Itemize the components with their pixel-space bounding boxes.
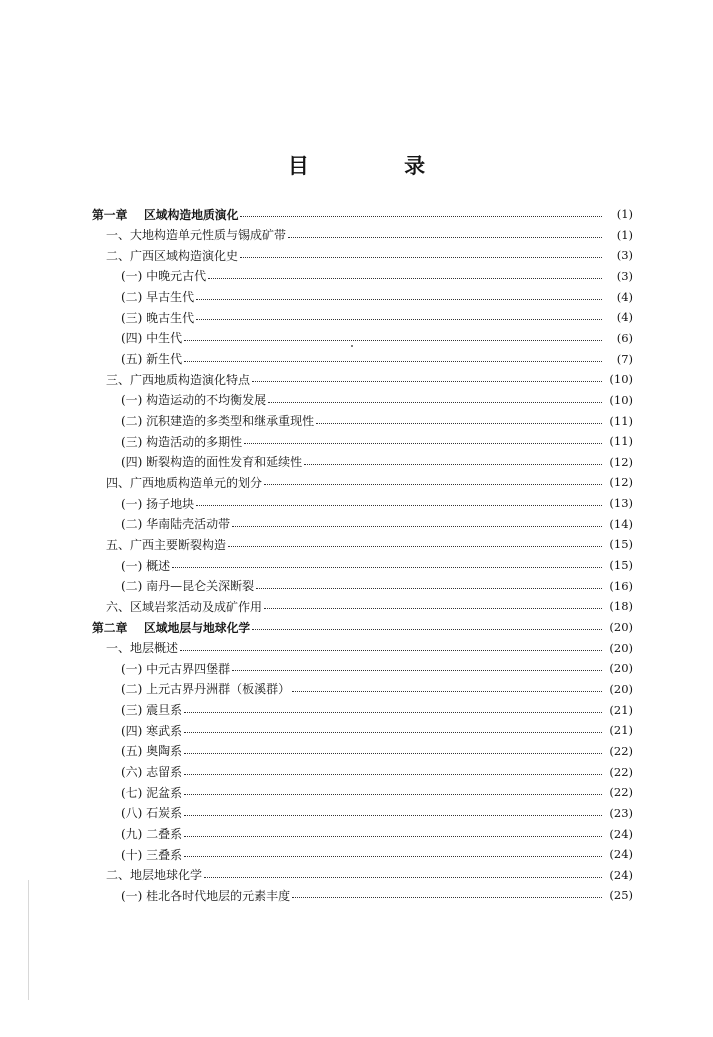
toc-entry-text: 一、大地构造单元性质与锡成矿带 — [106, 228, 287, 243]
toc-entry-text: (三) 震旦系 — [121, 703, 183, 718]
toc-page-number: (15) — [609, 537, 633, 552]
toc-entry-text: (三) 构造活动的多期性 — [121, 434, 243, 449]
toc-page-number: (16) — [609, 578, 633, 593]
toc-page-number: (20) — [609, 661, 633, 676]
toc-entry[interactable] — [106, 225, 633, 245]
toc-page-number: (24) — [609, 826, 633, 841]
toc-entry[interactable] — [121, 762, 633, 782]
toc-entry[interactable] — [121, 679, 633, 699]
dot-leader — [184, 824, 602, 844]
dot-leader — [240, 245, 602, 265]
toc-entry-text: (一) 桂北各时代地层的元素丰度 — [121, 888, 291, 903]
toc-entry[interactable] — [121, 700, 633, 720]
toc-entry-text: 区域地层与地球化学 — [144, 620, 251, 635]
toc-entry-label — [106, 866, 202, 883]
toc-page-number: (11) — [609, 434, 633, 449]
toc-entry[interactable] — [121, 287, 633, 307]
toc-entry[interactable] — [121, 431, 633, 451]
toc-entry-text: (二) 早古生代 — [121, 290, 195, 305]
toc-page-number: (18) — [609, 599, 633, 614]
toc-page-number: (11) — [609, 413, 633, 428]
toc-entry-text: (一) 概述 — [121, 558, 171, 573]
dot-leader — [228, 534, 602, 554]
toc-entry-text: (十) 三叠系 — [121, 847, 183, 862]
toc-page-number: (21) — [609, 702, 633, 717]
dot-leader — [244, 431, 602, 451]
dot-leader — [232, 658, 602, 678]
dot-leader — [184, 782, 602, 802]
toc-entry[interactable] — [106, 596, 633, 616]
toc-entry-label — [121, 660, 230, 677]
toc-page-number: (4) — [616, 310, 633, 325]
toc-entry[interactable] — [121, 741, 633, 761]
toc-entry[interactable] — [106, 472, 633, 492]
toc-entry-label — [121, 804, 182, 821]
toc-page-number: (10) — [609, 392, 633, 407]
toc-entry-text: (二) 上元古界丹洲群（板溪群） — [121, 682, 291, 697]
toc-entry-text: 五、广西主要断裂构造 — [106, 537, 227, 552]
toc-page-number: (20) — [609, 620, 633, 634]
toc-entry[interactable] — [121, 390, 633, 410]
toc-entry[interactable] — [106, 245, 633, 265]
toc-page-number: (22) — [609, 764, 633, 779]
toc-entry[interactable] — [121, 658, 633, 678]
toc-page-number: (15) — [609, 558, 633, 573]
toc-entry-label — [121, 391, 266, 408]
toc-entry-label — [106, 536, 226, 553]
toc-entry-text: (三) 晚古生代 — [121, 310, 195, 325]
toc-entry[interactable] — [121, 720, 633, 740]
dot-leader — [252, 617, 602, 637]
toc-entry-text: (四) 中生代 — [121, 331, 183, 346]
toc-entry-text: (一) 中元古界四堡群 — [121, 661, 231, 676]
toc-entry-label — [121, 412, 314, 429]
dot-leader — [204, 865, 602, 885]
dot-leader — [196, 307, 602, 327]
toc-entry-text: 区域构造地质演化 — [144, 207, 239, 222]
dot-leader — [252, 369, 602, 389]
toc-entry[interactable] — [106, 638, 633, 658]
toc-entry-label — [121, 557, 170, 574]
toc-chapter-entry[interactable] — [92, 204, 633, 224]
toc-page-number: (24) — [609, 867, 633, 882]
toc-entry-label — [121, 825, 182, 842]
dot-leader — [232, 514, 602, 534]
toc-page-number: (12) — [609, 475, 633, 490]
toc-entry-label — [121, 350, 182, 367]
toc-entry-text: (五) 奥陶系 — [121, 744, 183, 759]
toc-entry-text: (一) 扬子地块 — [121, 496, 195, 511]
dot-leader — [288, 225, 602, 245]
toc-entry[interactable] — [121, 349, 633, 369]
toc-entry[interactable] — [121, 328, 633, 348]
toc-entry-label — [121, 763, 182, 780]
toc-entry-label — [106, 639, 178, 656]
dot-leader — [184, 720, 602, 740]
toc-page-number: (20) — [609, 681, 633, 696]
toc-entry-label — [92, 206, 238, 223]
toc-page-number: (24) — [609, 847, 633, 862]
scan-speck — [351, 345, 353, 347]
toc-entry[interactable] — [106, 534, 633, 554]
toc-entry-label — [121, 680, 290, 697]
toc-entry-text: (四) 断裂构造的面性发育和延续性 — [121, 455, 303, 470]
toc-entry-label — [121, 515, 230, 532]
dot-leader — [180, 638, 602, 658]
toc-entry-text: 一、地层概述 — [106, 641, 179, 656]
toc-entry[interactable] — [121, 307, 633, 327]
toc-entry-label — [121, 722, 182, 739]
toc-entry[interactable] — [121, 452, 633, 472]
dot-leader — [208, 266, 602, 286]
chapter-number: 第二章 — [92, 620, 128, 635]
toc-page-number: (22) — [609, 743, 633, 758]
toc-entry-text: 二、地层地球化学 — [106, 868, 203, 883]
toc-page-number: (13) — [609, 496, 633, 511]
toc-entry-text: (一) 中晚元古代 — [121, 269, 207, 284]
toc-entry-label — [121, 701, 182, 718]
toc-page-number: (12) — [609, 454, 633, 469]
toc-entry-label — [106, 226, 286, 243]
toc-entry-text: 三、广西地质构造演化特点 — [106, 372, 251, 387]
toc-entry-label — [92, 619, 250, 636]
dot-leader — [184, 762, 602, 782]
toc-entry-text: (八) 石炭系 — [121, 806, 183, 821]
toc-entry-text: (二) 南丹—昆仑关深断裂 — [121, 579, 255, 594]
toc-entry-label — [121, 495, 194, 512]
toc-entry[interactable] — [121, 782, 633, 802]
toc-entry[interactable] — [121, 824, 633, 844]
dot-leader — [184, 844, 602, 864]
toc-entry-label — [121, 433, 242, 450]
toc-entry[interactable] — [121, 576, 633, 596]
toc-entry[interactable] — [121, 493, 633, 513]
dot-leader — [292, 679, 602, 699]
toc-entry[interactable] — [121, 411, 633, 431]
dot-leader — [172, 555, 602, 575]
toc-entry-text: (二) 华南陆壳活动带 — [121, 517, 231, 532]
toc-entry[interactable] — [121, 803, 633, 823]
dot-leader — [184, 328, 602, 348]
toc-entry[interactable] — [121, 514, 633, 534]
toc-chapter-entry[interactable] — [92, 617, 633, 637]
dot-leader — [304, 452, 602, 472]
toc-entry-text: (六) 志留系 — [121, 765, 183, 780]
dot-leader — [264, 472, 602, 492]
toc-entry-label — [121, 887, 290, 904]
dot-leader — [184, 349, 602, 369]
toc-page-number: (10) — [609, 372, 633, 387]
toc-entry-label — [106, 474, 262, 491]
toc-entry-text: (二) 沉积建造的多类型和继承重现性 — [121, 414, 315, 428]
toc-page-number: (22) — [609, 785, 633, 800]
toc-entry-label — [121, 453, 302, 470]
toc-entry[interactable] — [121, 885, 633, 905]
toc-page-number: (3) — [616, 268, 633, 283]
toc-entry-text: (七) 泥盆系 — [121, 785, 183, 800]
toc-entry-label — [121, 742, 182, 759]
scan-edge-line — [28, 880, 29, 1000]
dot-leader — [196, 493, 602, 513]
toc-entry[interactable] — [106, 369, 633, 389]
toc-entry-label — [106, 371, 250, 388]
dot-leader — [268, 390, 602, 410]
toc-page-number: (1) — [616, 207, 633, 221]
toc-entry-label — [121, 288, 194, 305]
toc-entry-label — [106, 247, 238, 264]
dot-leader — [184, 700, 602, 720]
dot-leader — [316, 411, 602, 431]
toc-page-number: (23) — [609, 805, 633, 820]
toc-entry-text: (四) 寒武系 — [121, 723, 183, 738]
toc-page-number: (25) — [609, 888, 633, 903]
toc-entry-text: (九) 二叠系 — [121, 827, 183, 841]
toc-page-number: (21) — [609, 723, 633, 738]
toc-page-number: (20) — [609, 640, 633, 655]
toc-entry-text: 四、广西地质构造单元的划分 — [106, 475, 263, 490]
toc-entry-text: (一) 构造运动的不均衡发展 — [121, 393, 267, 408]
toc-entry-label — [121, 846, 182, 863]
toc-page-number: (14) — [609, 516, 633, 531]
toc-entry-text: 二、广西区域构造演化史 — [106, 248, 239, 263]
dot-leader — [256, 576, 602, 596]
toc-entry-label — [121, 784, 182, 801]
toc-entry[interactable] — [121, 844, 633, 864]
dot-leader — [184, 803, 602, 823]
page-title: 目 录 — [287, 154, 470, 178]
toc-entry-text: 六、区域岩浆活动及成矿作用 — [106, 599, 263, 614]
dot-leader — [184, 741, 602, 761]
toc-entry-label — [121, 577, 254, 594]
toc-entry[interactable] — [106, 865, 633, 885]
dot-leader — [196, 287, 602, 307]
dot-leader — [240, 204, 602, 224]
toc-entry-text: (五) 新生代 — [121, 352, 183, 367]
toc-entry[interactable] — [121, 555, 633, 575]
toc-entry-label — [121, 267, 206, 284]
toc-page-number: (4) — [616, 289, 633, 304]
toc-page-number: (3) — [616, 248, 633, 263]
dot-leader — [292, 885, 602, 905]
dot-leader — [264, 596, 602, 616]
toc-entry-label — [106, 598, 262, 615]
toc-entry-label — [121, 309, 194, 326]
chapter-number: 第一章 — [92, 207, 128, 222]
toc-page-number: (1) — [616, 227, 633, 242]
toc-page-number: (7) — [616, 351, 633, 366]
toc-entry[interactable] — [121, 266, 633, 286]
toc-entry-label — [121, 329, 182, 346]
toc-page-number: (6) — [616, 330, 633, 345]
